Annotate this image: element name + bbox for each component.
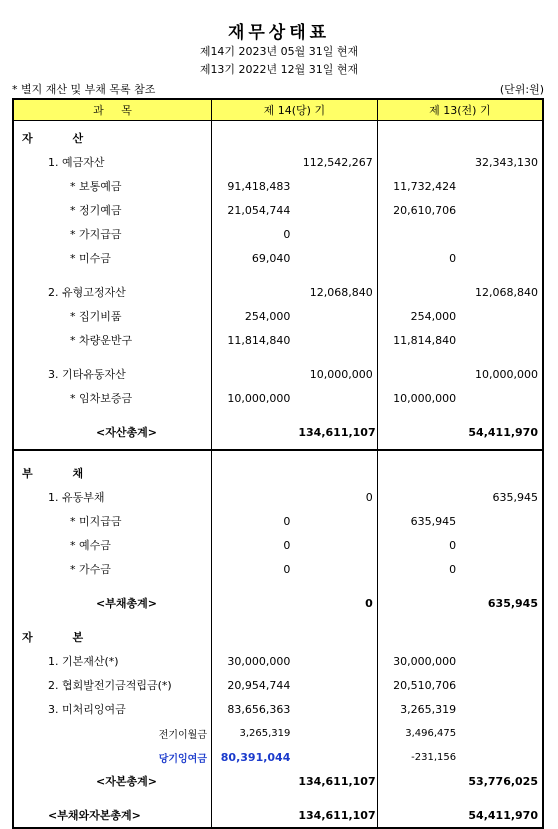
prior-value: 20,610,706 [393, 203, 457, 217]
header-subject: 과 목 [13, 99, 212, 121]
doc-title: 재무상태표 [227, 23, 331, 43]
prior-value: 10,000,000 [393, 391, 457, 405]
prior-total: 53,776,025 [460, 769, 543, 793]
table-row [13, 420, 543, 444]
table-row [13, 721, 543, 745]
cur-value: 11,814,840 [227, 333, 291, 347]
prior-total: 10,000,000 [460, 362, 543, 386]
cur-value: 80,391,044 [220, 750, 291, 764]
table-row [13, 386, 543, 410]
row-label: 전기이월금 [13, 721, 212, 745]
prior-value: 3,496,475 [405, 727, 457, 739]
table-row [13, 198, 543, 222]
table-row [13, 649, 543, 673]
cur-total: 112,542,267 [294, 150, 377, 174]
liabilities-heading: 부 채 [13, 461, 212, 485]
table-row [13, 150, 543, 174]
prior-value [377, 222, 460, 246]
cur-total: 134,611,107 [294, 803, 377, 828]
table-row [13, 222, 543, 246]
table-row [13, 362, 543, 386]
prior-value: 30,000,000 [393, 654, 457, 668]
prior-value: 20,510,706 [393, 678, 457, 692]
table-row [13, 280, 543, 304]
cur-total: 10,000,000 [294, 362, 377, 386]
prior-value: 3,265,319 [400, 702, 457, 716]
table-row [13, 328, 543, 352]
row-label: * 미수금 [13, 246, 212, 270]
row-label: 2. 유형고정자산 [13, 280, 212, 304]
cur-value: 254,000 [244, 309, 291, 323]
row-label: * 집기비품 [13, 304, 212, 328]
row-label: * 임차보증금 [13, 386, 212, 410]
cur-total: 134,611,107 [294, 769, 377, 793]
table-row [13, 461, 543, 485]
header-prior: 제 13(전) 기 [377, 99, 543, 121]
table-row [13, 533, 543, 557]
prior-total: 635,945 [460, 485, 543, 509]
prior-value: 11,732,424 [393, 179, 457, 193]
liabilities-total-label: <부채총계> [13, 591, 212, 615]
prior-value: 11,814,840 [393, 333, 457, 347]
table-row [13, 509, 543, 533]
table-row [13, 304, 543, 328]
table-row [13, 126, 543, 150]
cur-value: 30,000,000 [227, 654, 291, 668]
row-label: * 가수금 [13, 557, 212, 581]
table-row [13, 485, 543, 509]
table-row [13, 174, 543, 198]
prior-value: 254,000 [410, 309, 457, 323]
row-label: 1. 예금자산 [13, 150, 212, 174]
row-label: * 정기예금 [13, 198, 212, 222]
table-row [13, 246, 543, 270]
table-row [13, 803, 543, 828]
equity-heading: 자 본 [13, 625, 212, 649]
prior-value: 0 [449, 251, 457, 265]
grand-total-label: <부채와자본총계> [13, 803, 212, 828]
row-label: 3. 기타유동자산 [13, 362, 212, 386]
cur-value: 83,656,363 [227, 702, 291, 716]
cur-value: 20,954,744 [227, 678, 291, 692]
cur-value: 3,265,319 [239, 727, 291, 739]
prior-total: 12,068,840 [460, 280, 543, 304]
row-label: 3. 미처리잉여금 [13, 697, 212, 721]
header-current: 제 14(당) 기 [212, 99, 378, 121]
prior-value: 0 [449, 562, 457, 576]
cur-value: 0 [283, 227, 291, 241]
row-label: * 가지급금 [13, 222, 212, 246]
assets-total-label: <자산총계> [13, 420, 212, 444]
table-header [13, 99, 543, 121]
table-row [13, 745, 543, 769]
period-prior: 제13기 2022년 12월 31일 현재 [199, 63, 359, 76]
row-label: 2. 협회발전기금적립금(*) [13, 673, 212, 697]
footnote: * 별지 재산 및 부채 목록 참조 [12, 83, 156, 96]
prior-total: 32,343,130 [460, 150, 543, 174]
table-row [13, 557, 543, 581]
prior-total: 54,411,970 [460, 420, 543, 444]
period-current: 제14기 2023년 05월 31일 현재 [199, 45, 359, 58]
table-row [13, 697, 543, 721]
row-label: 1. 유동부채 [13, 485, 212, 509]
cur-value: 21,054,744 [227, 203, 291, 217]
table-row [13, 673, 543, 697]
prior-total: 635,945 [460, 591, 543, 615]
prior-total: 54,411,970 [460, 803, 543, 828]
cur-value: 0 [283, 562, 291, 576]
unit-label: (단위:원) [499, 83, 544, 96]
prior-value: 0 [449, 538, 457, 552]
cur-total: 0 [294, 485, 377, 509]
row-label: * 예수금 [13, 533, 212, 557]
table-row [13, 625, 543, 649]
table-row [13, 591, 543, 615]
row-label: 1. 기본재산(*) [13, 649, 212, 673]
table-row [13, 769, 543, 793]
cur-total: 134,611,107 [294, 420, 377, 444]
prior-value: -231,156 [411, 751, 457, 763]
cur-value: 0 [283, 514, 291, 528]
cur-total: 12,068,840 [294, 280, 377, 304]
cur-total: 0 [294, 591, 377, 615]
assets-heading: 자 산 [13, 126, 212, 150]
row-label: * 차량운반구 [13, 328, 212, 352]
row-label: 당기잉여금 [13, 745, 212, 769]
equity-total-label: <자본총계> [13, 769, 212, 793]
row-label: * 보통예금 [13, 174, 212, 198]
cur-value: 91,418,483 [227, 179, 291, 193]
cur-value: 0 [283, 538, 291, 552]
cur-value: 69,040 [251, 251, 291, 265]
cur-value: 10,000,000 [227, 391, 291, 405]
row-label: * 미지급금 [13, 509, 212, 533]
prior-value: 635,945 [410, 514, 457, 528]
balance-sheet-table [12, 98, 544, 829]
